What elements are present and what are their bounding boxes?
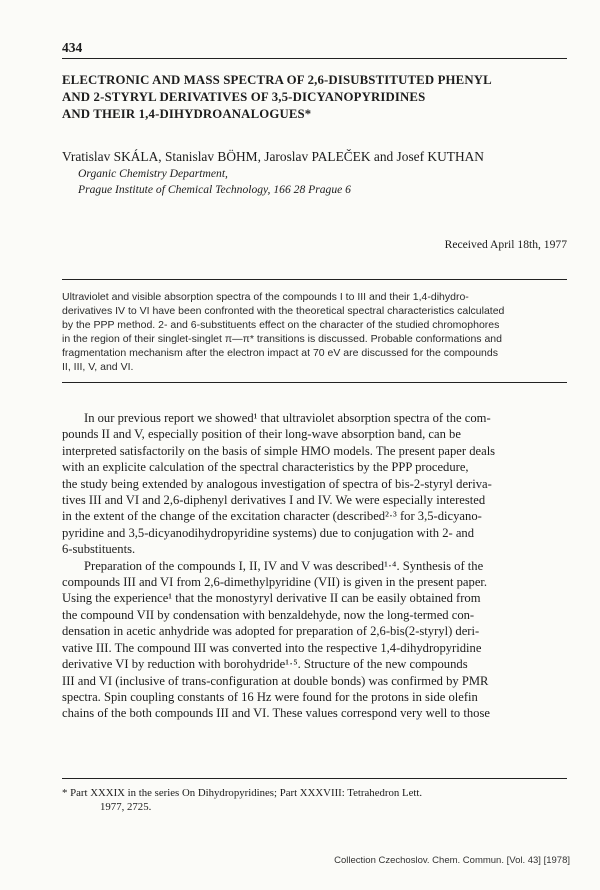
abstract-top-rule (62, 279, 567, 280)
abstract-line: by the PPP method. 2- and 6-substituents effect on the character of the studied chromophores (62, 319, 500, 331)
footnote (62, 786, 567, 814)
body-line: III and VI (inclusive of trans-configuration at double bonds) was confirmed by PMR (62, 673, 489, 688)
page-number: 434 (62, 40, 83, 55)
received-date: Received April 18th, 1977 (444, 238, 567, 251)
author-list: Vratislav SKÁLA, Stanislav BÖHM, Jaroslav PALEČEK and Josef KUTHAN (62, 149, 484, 164)
abstract-line: fragmentation mechanism after the electron impact at 70 eV are discussed for the compounds (62, 347, 498, 359)
abstract-line: II, III, V, and VI. (62, 361, 134, 373)
body-line: spectra. Spin coupling constants of 16 Hz were found for the protons in side olefin (62, 689, 478, 704)
body-line: vative III. The compound III was converted into the respective 1,4-dihydropyridine (62, 640, 482, 655)
body-line: in the extent of the change of the excitation character (described²·³ for 3,5-dicyano- (62, 509, 482, 524)
body-line: interpreted satisfactorily on the basis of simple HMO models. The present paper deals (62, 443, 496, 458)
abstract-line: in the region of their singlet-singlet π—π* transitions is discussed. Probable conformations and (62, 333, 502, 345)
body-line: derivative VI by reduction with borohydride¹·⁵. Structure of the new compounds (62, 657, 468, 672)
footnote-line: 1977, 2725. (100, 801, 152, 813)
abstract-line: derivatives IV to VI have been confronted with the theoretical spectral characteristics calculated (62, 305, 505, 317)
body-line: densation in acetic anhydride was adopted for preparation of 2,6-bis(2-styryl) deri- (62, 624, 480, 639)
header-rule (62, 58, 567, 59)
title-line: ELECTRONIC AND MASS SPECTRA OF 2,6-DISUBSTITUTED PHENYL (62, 73, 492, 87)
footnote-line: * Part XXXIX in the series On Dihydropyridines; Part XXXVIII: Tetrahedron Lett. (62, 787, 423, 799)
body-line: Using the experience¹ that the monostyryl derivative II can be easily obtained from (62, 591, 481, 606)
body-line: pounds II and V, especially position of their long-wave absorption band, can be (62, 427, 461, 442)
footnote-rule (62, 778, 567, 779)
body-line: In our previous report we showed¹ that ultraviolet absorption spectra of the com- (84, 411, 491, 425)
body-line: compounds III and VI from 2,6-dimethylpyridine (VII) is given in the present paper. (62, 575, 488, 590)
journal-footer: Collection Czechoslov. Chem. Commun. [Vol. 43] [1978] (334, 855, 570, 866)
abstract-line: Ultraviolet and visible absorption spectra of the compounds I to III and their 1,4-dihydro- (62, 291, 469, 303)
body-line: 6-substituents. (62, 542, 136, 557)
affiliation-line: Prague Institute of Chemical Technology, 166 28 Prague 6 (78, 183, 351, 196)
article-title (62, 72, 567, 123)
title-line: AND THEIR 1,4-DIHYDROANALOGUES* (62, 107, 312, 121)
body-line: Preparation of the compounds I, II, IV and V was described¹·⁴. Synthesis of the (84, 558, 484, 573)
abstract (62, 290, 567, 374)
title-line: AND 2-STYRYL DERIVATIVES OF 3,5-DICYANOPYRIDINES (62, 90, 426, 104)
body-line: pyridine and 3,5-dicyanodihydropyridine systems) due to conjugation with 2- and (62, 525, 475, 540)
body-line: with an explicite calculation of the spectral characteristics by the PPP procedure, (62, 460, 469, 475)
abstract-bottom-rule (62, 382, 567, 383)
body-text (62, 410, 567, 722)
body-line: tives III and VI and 2,6-diphenyl derivatives I and IV. We were especially interested (62, 493, 486, 508)
body-line: the compound VII by condensation with benzaldehyde, now the long-termed con- (62, 607, 475, 622)
affiliation (78, 166, 558, 198)
body-line: the study being extended by analogous investigation of spectra of bis-2-styryl deriva- (62, 476, 492, 491)
body-line: chains of the both compounds III and VI. These values correspond very well to those (62, 706, 490, 721)
affiliation-line: Organic Chemistry Department, (78, 167, 228, 180)
